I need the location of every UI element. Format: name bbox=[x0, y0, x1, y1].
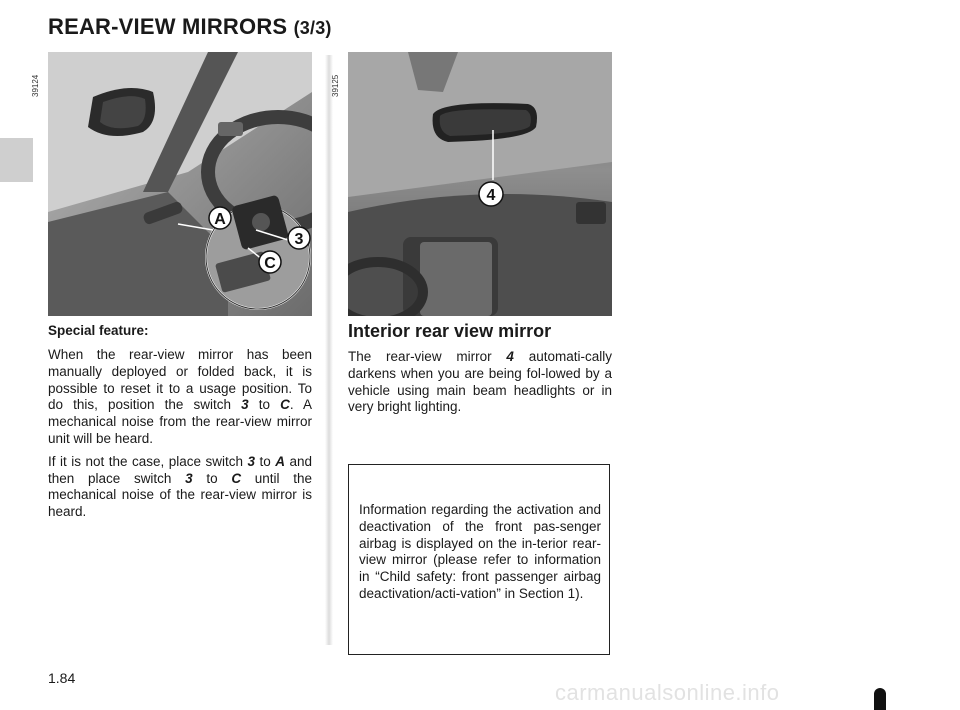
watermark: carmanualsonline.info bbox=[555, 680, 780, 705]
callout-3 bbox=[288, 227, 310, 249]
auto-darken-paragraph: The rear-view mirror 4 automati-cally darkens when you are being fol-lowed by a vehicle using main beam headlights or in very bright lighting. bbox=[348, 349, 612, 415]
page-marker bbox=[874, 688, 886, 710]
reset-paragraph: When the rear-view mirror has been manually deployed or folded back, it is possible to reset it to a usage position. To do this, position the switch 3 to C. A mechanical noise from the rear-view mirror unit will be heard. bbox=[48, 347, 312, 446]
callout-c bbox=[259, 251, 281, 273]
page-number: 1.84 bbox=[48, 670, 76, 686]
svg-text:C: C bbox=[264, 255, 276, 272]
interior-mirror-photo bbox=[348, 52, 612, 316]
title-main: REAR-VIEW MIRRORS bbox=[48, 14, 288, 39]
special-feature-heading: Special feature: bbox=[48, 323, 149, 338]
svg-text:3: 3 bbox=[294, 231, 304, 248]
svg-text:4: 4 bbox=[486, 187, 496, 204]
fallback-paragraph: If it is not the case, place switch 3 to A and then place switch 3 to C until the mechanical noise of the rear-view mirror is heard. bbox=[48, 453, 312, 520]
figure-ref-left: 39124 bbox=[31, 74, 40, 97]
section-tab bbox=[0, 138, 33, 182]
door-mirror-switch-photo bbox=[48, 52, 312, 316]
callout-4 bbox=[479, 182, 503, 206]
figure-ref-right: 39125 bbox=[331, 74, 340, 97]
page-title bbox=[48, 14, 332, 40]
column-divider bbox=[325, 55, 333, 645]
title-suffix: (3/3) bbox=[293, 18, 332, 38]
svg-text:A: A bbox=[214, 211, 226, 228]
airbag-info-text: Information regarding the activation and deactivation of the front pas-senger airbag is displayed on the in-terior rear-view mirror (please refer to information in “Child safety: front passenger airbag deactivation/acti-vation” in Section 1). bbox=[359, 502, 601, 601]
airbag-info-box bbox=[348, 464, 610, 655]
interior-mirror-text bbox=[348, 349, 612, 422]
interior-mirror-heading: Interior rear view mirror bbox=[348, 321, 552, 341]
left-column-text bbox=[48, 347, 312, 527]
callout-a bbox=[209, 207, 231, 229]
